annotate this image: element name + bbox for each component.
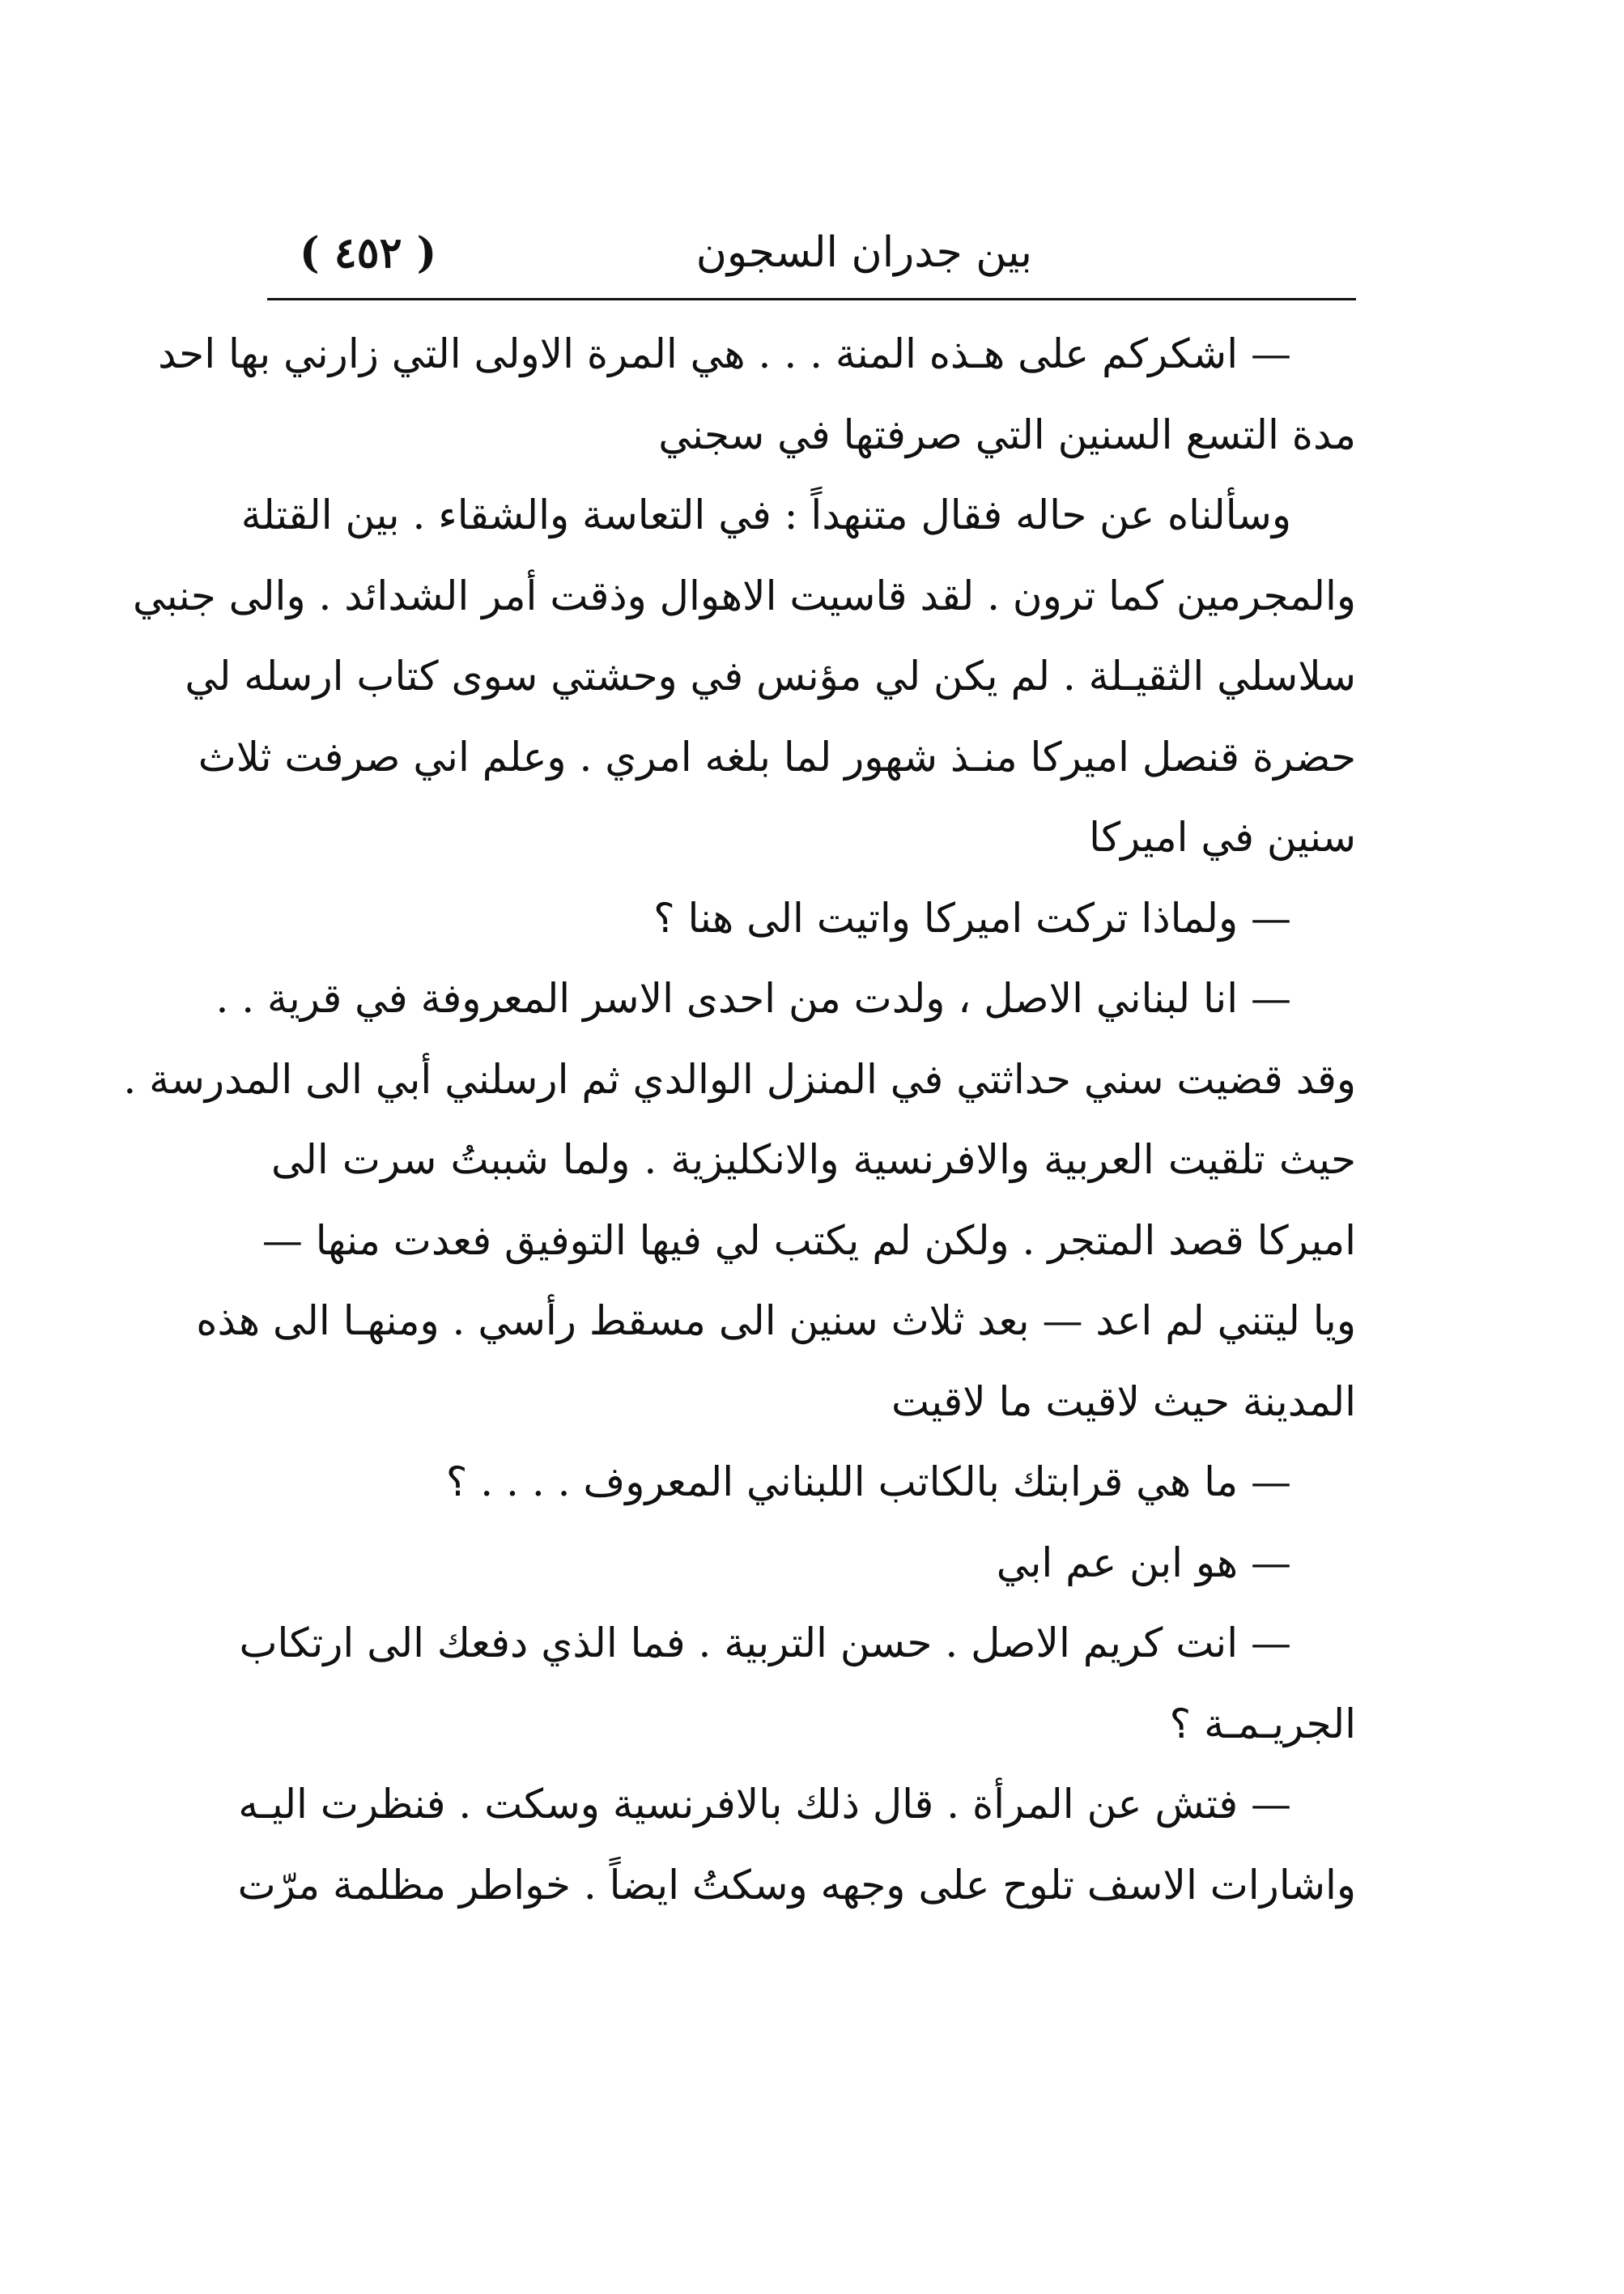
text-line: الجريـمـة ؟ bbox=[1169, 1700, 1356, 1747]
page-number: ( ٤٥٢ ) bbox=[300, 228, 437, 278]
text-line: مدة التسع السنين التي صرفتها في سجني bbox=[658, 411, 1356, 458]
text-line: ويا ليتني لم اعد — بعد ثلاث سنين الى مسقط رأسي . ومنهـا الى هذه bbox=[196, 1297, 1356, 1344]
text-line: اميركا قصد المتجر . ولكن لم يكتب لي فيها التوفيق فعدت منها — bbox=[261, 1216, 1356, 1264]
text-line: المدينة حيث لاقيت ما لاقيت bbox=[891, 1377, 1356, 1425]
text-line: — هو ابن عم ابي bbox=[996, 1539, 1291, 1586]
page-header bbox=[267, 212, 1356, 293]
text-line: حيث تلقيت العربية والافرنسية والانكليزية . ولما شببتُ سرت الى bbox=[271, 1136, 1356, 1183]
text-line: — فتش عن المرأة . قال ذلك بالافرنسية وسكت . فنظرت اليـه bbox=[238, 1781, 1291, 1828]
text-line: حضرة قنصل اميركا منـذ شهور لما بلغه امري . وعلم اني صرفت ثلاث bbox=[198, 733, 1356, 781]
text-line: واشارات الاسف تلوح على وجهه وسكتُ ايضاً . خواطر مظلمة مرّت bbox=[237, 1861, 1356, 1909]
text-line: — ما هي قرابتك بالكاتب اللبناني المعروف . . . . ؟ bbox=[445, 1458, 1291, 1505]
text-line: وقد قضيت سني حداثتي في المنزل الوالدي ثم ارسلني أبي الى المدرسة . bbox=[123, 1055, 1356, 1103]
running-title: بين جدران السجون bbox=[695, 228, 1032, 277]
header-rule bbox=[267, 298, 1356, 300]
text-line: والمجرمين كما ترون . لقد قاسيت الاهوال وذقت أمر الشدائد . والى جنبي bbox=[132, 572, 1356, 619]
text-line: — اشكركم على هـذه المنة . . . هي المرة الاولى التي زارني بها احد bbox=[158, 330, 1291, 377]
text-line: — انت كريم الاصل . حسن التربية . فما الذي دفعك الى ارتكاب bbox=[239, 1619, 1291, 1666]
text-line: — ولماذا تركت اميركا واتيت الى هنا ؟ bbox=[653, 894, 1291, 942]
text-line: سنين في اميركا bbox=[1089, 814, 1356, 861]
body-text bbox=[123, 314, 1356, 1926]
text-line: وسألناه عن حاله فقال متنهداً : في التعاسة والشقاء . بين القتلة bbox=[240, 492, 1291, 538]
text-line: — انا لبناني الاصل ، ولدت من احدى الاسر المعروفة في قرية . . bbox=[215, 975, 1291, 1022]
text-line: سلاسلي الثقيـلة . لم يكن لي مؤنس في وحشتي سوى كتاب ارسله لي bbox=[185, 653, 1356, 700]
